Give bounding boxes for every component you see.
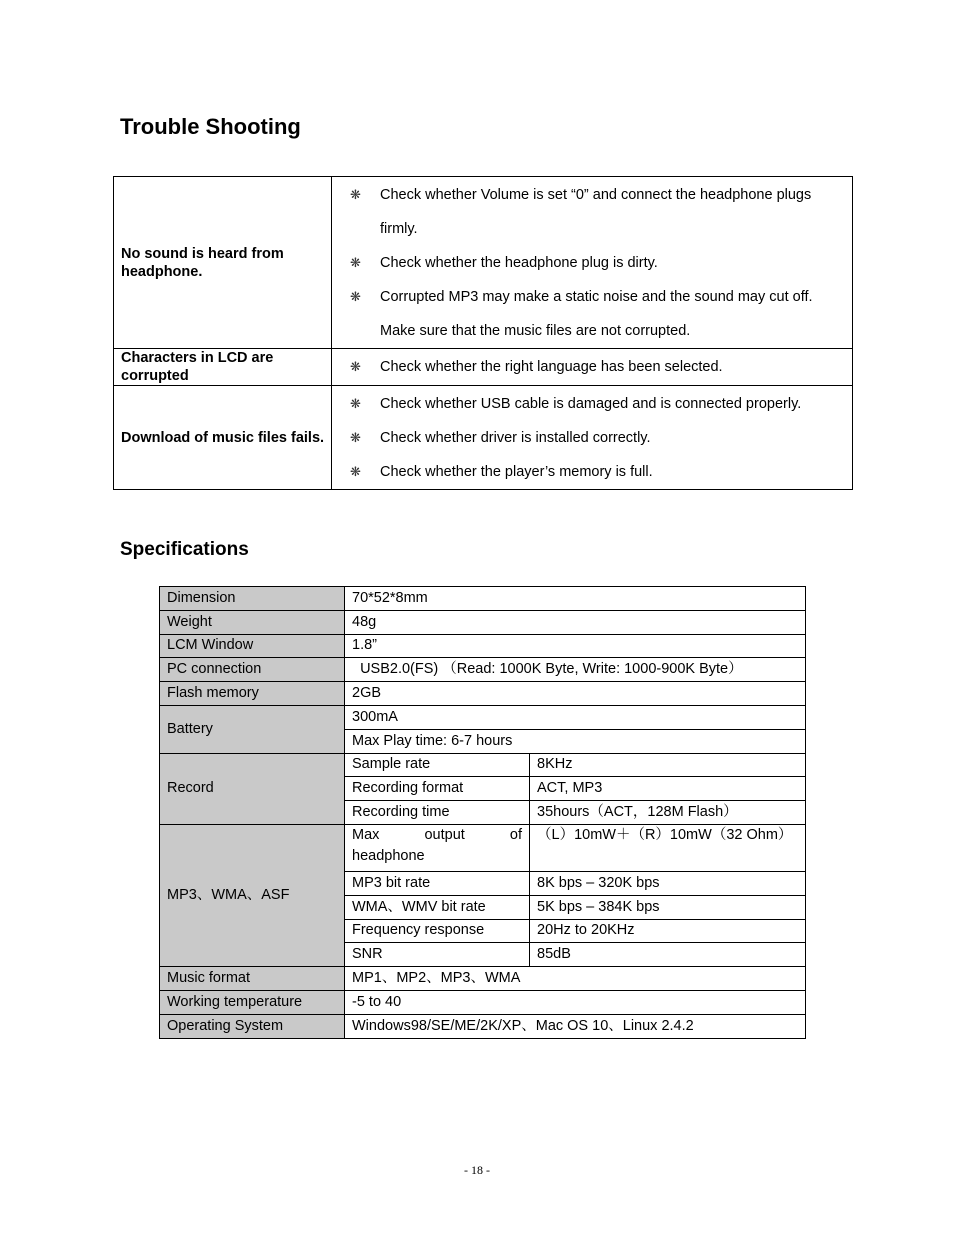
spec-value: 35hours（ACT，128M Flash） bbox=[530, 801, 806, 825]
table-row bbox=[160, 610, 806, 634]
checks-cell bbox=[332, 349, 853, 386]
spec-value: Windows98/SE/ME/2K/XP、Mac OS 10、Linux 2.4.2 bbox=[345, 1014, 806, 1038]
bullet-icon: ❋ bbox=[350, 288, 361, 304]
spec-sub-label: Frequency response bbox=[345, 919, 530, 943]
spec-value: USB2.0(FS) （Read: 1000K Byte, Write: 1000-900K Byte） bbox=[345, 658, 806, 682]
specifications-heading: Specifications bbox=[120, 539, 249, 560]
table-row bbox=[160, 824, 806, 871]
spec-value: （L）10mW＋（R）10mW（32 Ohm） bbox=[530, 824, 806, 871]
spec-value: 85dB bbox=[530, 943, 806, 967]
bullet-icon: ❋ bbox=[350, 463, 361, 479]
spec-value: 300mA bbox=[345, 705, 806, 729]
spec-label: Record bbox=[160, 753, 345, 824]
trouble-shooting-heading: Trouble Shooting bbox=[120, 114, 301, 139]
list-item: ❋ Check whether driver is installed correctly. bbox=[332, 421, 852, 455]
checks-cell bbox=[332, 386, 853, 490]
list-item: ❋ Check whether the right language has been selected. bbox=[332, 350, 852, 384]
spec-sub-label: Recording format bbox=[345, 777, 530, 801]
spec-label: PC connection bbox=[160, 658, 345, 682]
list-item: ❋ Check whether USB cable is damaged and is connected properly. bbox=[332, 387, 852, 421]
problem-cell: No sound is heard from headphone. bbox=[114, 177, 332, 349]
table-row bbox=[160, 1014, 806, 1038]
spec-label: Music format bbox=[160, 967, 345, 991]
spec-value: 8K bps – 320K bps bbox=[530, 871, 806, 895]
spec-label: Flash memory bbox=[160, 682, 345, 706]
table-row bbox=[160, 634, 806, 658]
spec-sub-label: Recording time bbox=[345, 801, 530, 825]
table-row bbox=[160, 753, 806, 777]
spec-label: LCM Window bbox=[160, 634, 345, 658]
bullet-icon: ❋ bbox=[350, 186, 361, 202]
problem-cell: Download of music files fails. bbox=[114, 386, 332, 490]
spec-value: -5 to 40 bbox=[345, 990, 806, 1014]
list-item: ❋ Check whether the headphone plug is dirty. bbox=[332, 246, 852, 280]
spec-value: MP1、MP2、MP3、WMA bbox=[345, 967, 806, 991]
spec-label: Weight bbox=[160, 610, 345, 634]
spec-value: Max Play time: 6-7 hours bbox=[345, 729, 806, 753]
table-row bbox=[160, 990, 806, 1014]
table-row bbox=[160, 967, 806, 991]
specifications-table bbox=[159, 586, 806, 1039]
bullet-icon: ❋ bbox=[350, 359, 361, 374]
table-row bbox=[114, 386, 853, 490]
spec-value: 5K bps – 384K bps bbox=[530, 895, 806, 919]
spec-value: 48g bbox=[345, 610, 806, 634]
page-number: - 18 - bbox=[464, 1163, 490, 1177]
spec-label: Operating System bbox=[160, 1014, 345, 1038]
spec-sub-label: Sample rate bbox=[345, 753, 530, 777]
trouble-shooting-table bbox=[113, 176, 853, 490]
spec-value: 70*52*8mm bbox=[345, 587, 806, 611]
list-item: ❋ Check whether Volume is set “0” and connect the headphone plugs firmly. bbox=[332, 178, 852, 246]
table-row bbox=[114, 177, 853, 349]
bullet-icon: ❋ bbox=[350, 429, 361, 445]
table-row bbox=[160, 658, 806, 682]
spec-label: MP3、WMA、ASF bbox=[160, 824, 345, 966]
spec-value: 20Hz to 20KHz bbox=[530, 919, 806, 943]
spec-label: Battery bbox=[160, 705, 345, 753]
spec-sub-label: Max output of headphone bbox=[345, 824, 530, 871]
list-item: ❋ Corrupted MP3 may make a static noise and the sound may cut off. Make sure that the music files are not corrupted. bbox=[332, 280, 852, 348]
spec-value: 1.8” bbox=[345, 634, 806, 658]
table-row bbox=[114, 349, 853, 386]
table-row bbox=[160, 705, 806, 729]
problem-cell: Characters in LCD are corrupted bbox=[114, 349, 332, 386]
list-item: ❋ Check whether the player’s memory is full. bbox=[332, 455, 852, 489]
checks-cell bbox=[332, 177, 853, 349]
spec-sub-label: WMA、WMV bit rate bbox=[345, 895, 530, 919]
spec-sub-label: MP3 bit rate bbox=[345, 871, 530, 895]
spec-label: Working temperature bbox=[160, 990, 345, 1014]
spec-value: 8KHz bbox=[530, 753, 806, 777]
bullet-icon: ❋ bbox=[350, 395, 361, 411]
spec-label: Dimension bbox=[160, 587, 345, 611]
table-row bbox=[160, 682, 806, 706]
spec-sub-label: SNR bbox=[345, 943, 530, 967]
spec-value: 2GB bbox=[345, 682, 806, 706]
table-row bbox=[160, 587, 806, 611]
spec-value: ACT, MP3 bbox=[530, 777, 806, 801]
bullet-icon: ❋ bbox=[350, 254, 361, 270]
